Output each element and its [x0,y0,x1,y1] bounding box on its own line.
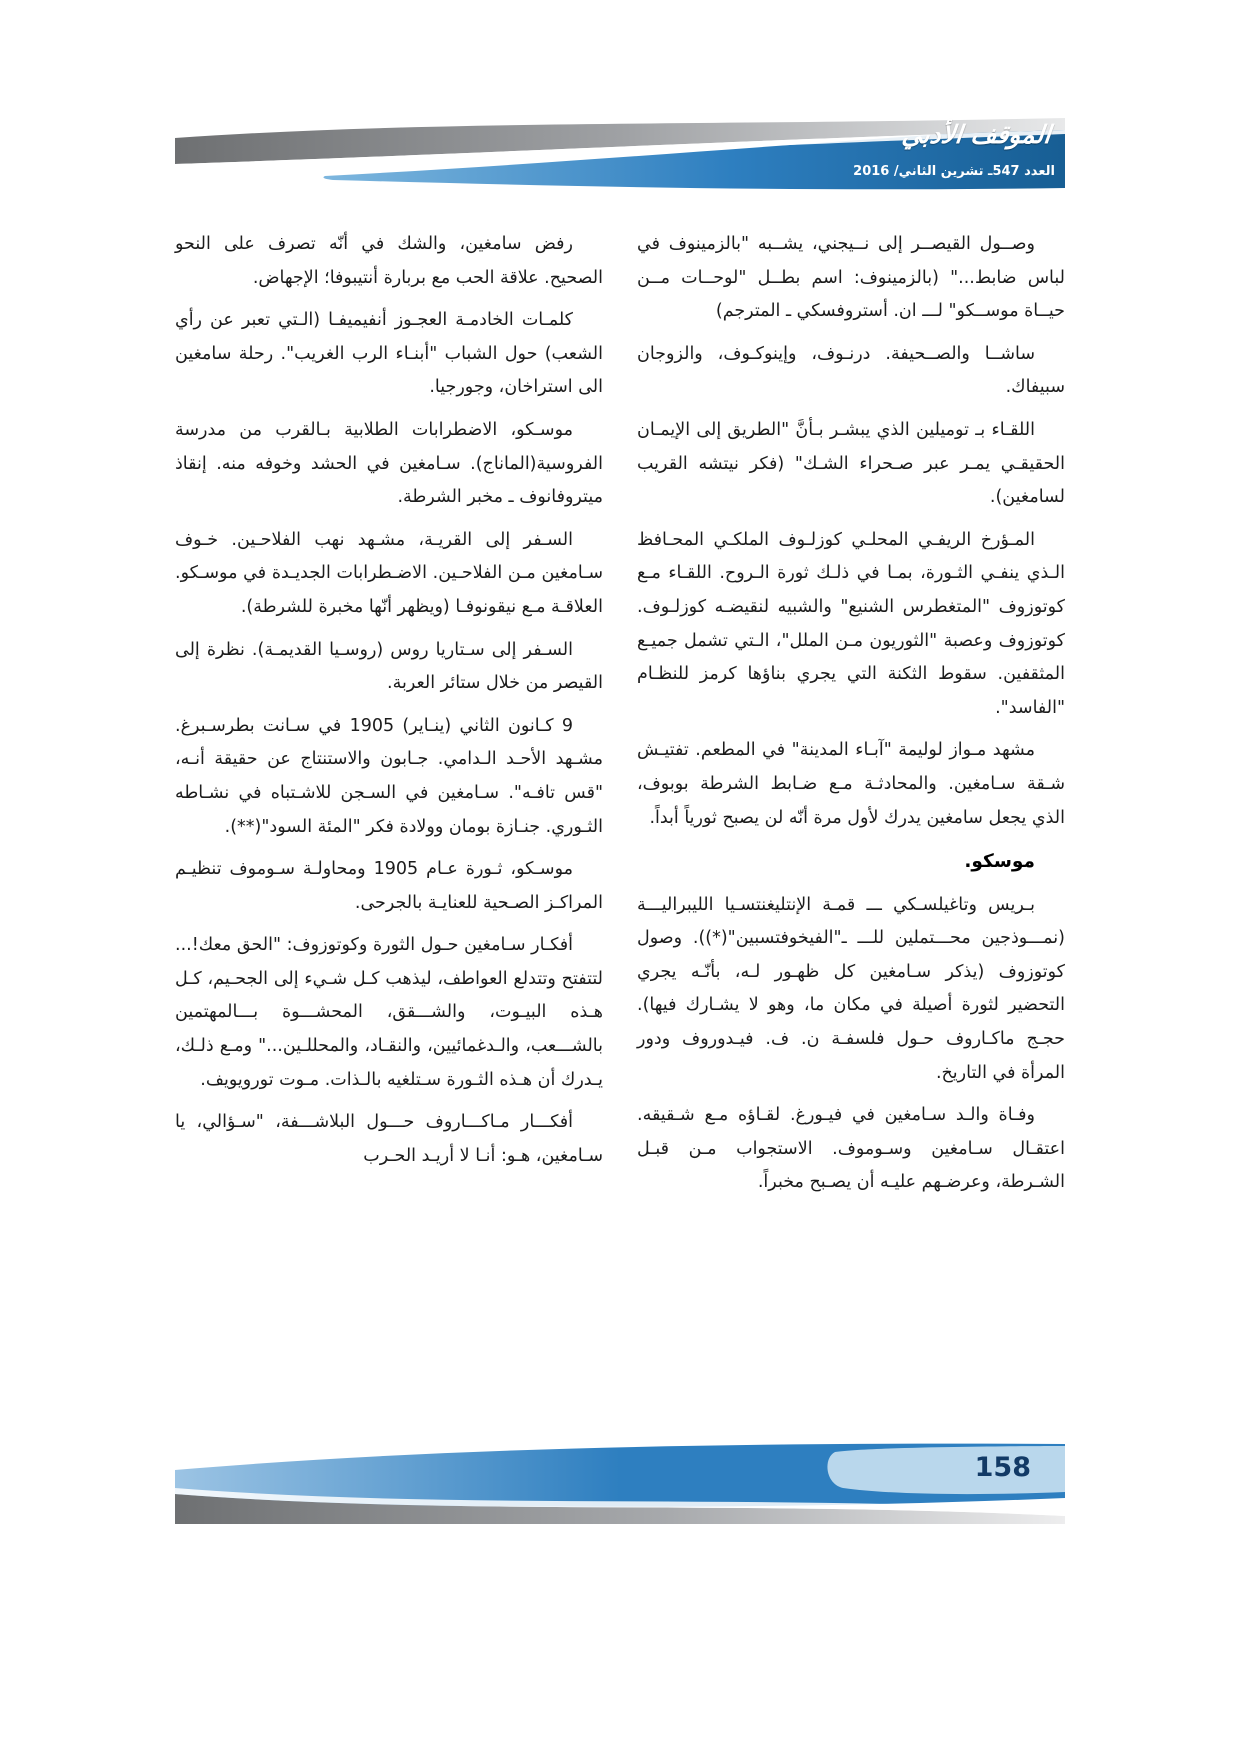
footer [175,1436,1065,1524]
page-number: 158 [974,1452,1031,1483]
text-column-left [175,228,603,1209]
paragraph: السـفر إلى سـتاريا روس (روسـيا القديمـة). نظرة إلى القيصر من خلال ستائر العربة. [175,639,603,694]
paragraph: المـؤرخ الريفـي المحلـي كوزلـوف الملكـي المحـافظ الـذي ينفـي الثـورة، بمـا في ذلـك ثورة الـروح. اللقـاء مـع كوتوزوف "المتغطرس الشنيع" والشبيه لنقيضـه كوزلـوف. كوتوزوف وعصبة "الثوريون مـن الملل"، الـتي تشمل جميـع المثقفين. سقوط الثكنة التي يجري بناؤها كرمز للنظـام "الفاسد". [637,529,1065,718]
issue-date-line: العدد 547ـ تشرين الثاني/ 2016 [853,164,1055,179]
paragraph: بـريس وتاغيلسـكي ـــ قمـة الإنتليغنتسـيا الليبراليـــة (نمـــوذجين محـــتملين للـــ ـ"الفيخوفتسبين"(*)). وصول كوتوزوف (يذكر سـامغين كل ظهـور لـه، بأنّـه يجري التحضير لثورة أصيلة في مكان ما، وهو لا يشـارك فيها). حجـج ماكـاروف حـول فلسفـة ن. ف. فيـدوروف ودور المرأة في التاريخ. [637,894,1065,1083]
paragraph: وفـاة والـد سـامغين في فيـورغ. لقـاؤه مـع شـقيقه. اعتقـال سـامغين وسـوموف. الاستجواب مـن قبـل الشـرطة، وعرضـهم عليـه أن يصـبح مخبراً. [637,1105,1065,1193]
paragraph: اللقـاء بـ توميلين الذي يبشـر بـأنَّ "الطريق إلى الإيمـان الحقيقـي يمـر عبر صـحراء الشـك" (فكر نيتشه القريب لسامغين). [637,419,1065,508]
paragraph: مشهد مـواز لوليمة "آبـاء المدينة" في المطعم. تفتيـش شـقة سـامغين. والمحادثـة مـع ضـابط الشرطة بوبوف، الذي يجعل سامغين يدرك لأول مرة أنّه لن يصبح ثورياً أبداً. [637,740,1065,828]
header [175,118,1065,200]
text-column-right [637,228,1065,1209]
paragraph: أفكـــار مـاكـــاروف حـــول البلاشـــفة، "سـؤالي، يا سـامغين، هـو: أنـا لا أريـد الحـرب [175,1112,603,1166]
paragraph: السـفر إلى القريـة، مشـهد نهب الفلاحـين. خـوف سـامغين مـن الفلاحـين. الاضـطرابات الجديـدة في موسـكو. العلاقـة مـع نيقونوفـا (ويظهر أنّها مخبرة للشرطة). [175,529,603,617]
paragraph: وصــول القيصــر إلى نــيجني، يشــبه "بالزمينوف في لباس ضابط..." (بالزمينوف: اسم بطــل "لوحــات مــن حيــاة موســكو" لـــ ان. أستروفسكي ـ المترجم) [637,234,1065,322]
paragraph: أفكـار سـامغين حـول الثورة وكوتوزوف: "الحق معك!... لتتفتح وتتدلع العواطف، ليذهب كـل شـيء إلى الجحـيم، كـل هـذه البيـوت، والشـــقق، المحشـــوة بـــالمهتمين بالشـــعب، والـدغمائيين، والنقـاد، والمحللـين..." ومـع ذلـك، يـدرك أن هـذه الثـورة سـتلغيه بالـذات. مـوت تورويويف. [175,935,603,1090]
paragraph: 9 كـانون الثاني (ينـاير) 1905 في سـانت بطرسـبرغ. مشـهد الأحـد الـدامي. جـابون والاستنتاج عن حقيقة أنـه، "قس تافـه". سـامغين في السـجن للاشـتباه في نشـاطه الثـوري. جنـازة بومان وولادة فكر "المئة السود"(**). [175,715,603,837]
paragraph: كلمـات الخادمـة العجـوز أنفيميفـا (الـتي تعبر عن رأي الشعب) حول الشباب "أبنـاء الرب الغريب". رحلة سامغين الى استراخان، وجورجيا. [175,310,603,398]
paragraph: ساشــا والصــحيفة. درنـوف، وإينوكـوف، والزوجان سبيفاك. [637,343,1065,398]
paragraph: موسـكو، الاضطرابات الطلابية بـالقرب من مدرسة الفروسية(الماناج). سـامغين في الحشد وخوفه منه. إنقاذ ميتروفانوف ـ مخبر الشرطة. [175,419,603,508]
footer-swoosh-ornament [175,1436,1065,1524]
journal-logo: الموقف الأدبي [900,120,1053,149]
article-body [175,228,1065,1209]
paragraph: موسـكو، ثـورة عـام 1905 ومحاولـة سـوموف تنظيـم المراكـز الصـحية للعنايـة بالجرحى. [175,859,603,913]
section-heading-moscow: موسكو. [964,851,1035,873]
paragraph: رفض سامغين، والشك في أنّه تصرف على النحو الصحيح. علاقة الحب مع بربارة أنتيبوفا؛ الإجهاض. [175,234,603,288]
